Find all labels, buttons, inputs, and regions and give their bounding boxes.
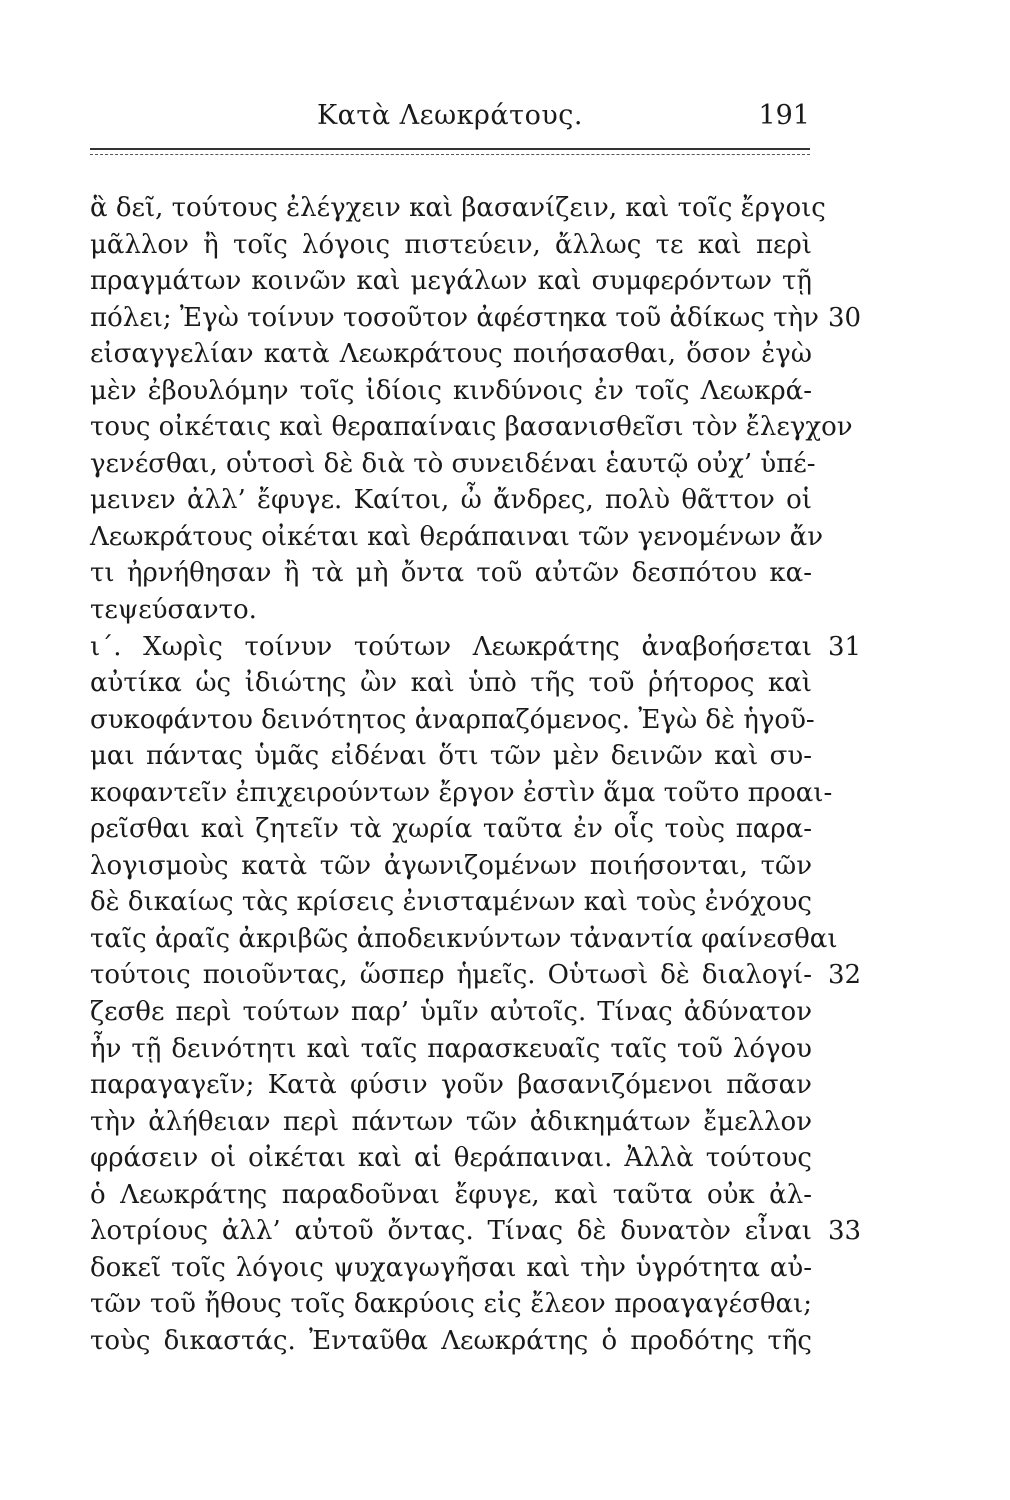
- text-line: [90, 921, 838, 958]
- line-text: δὲ δικαίως τὰς κρίσεις ἐνισταμένων καὶ τοὺς ἐνόχους: [90, 887, 812, 918]
- section-number: 30: [828, 302, 862, 333]
- text-line: [90, 884, 812, 921]
- line-text: ἦν τῇ δεινότητι καὶ ταῖς παρασκευαῖς ταῖς τοῦ λόγου: [90, 1033, 812, 1064]
- body-text: [90, 190, 862, 1360]
- text-line: [90, 738, 812, 775]
- text-line: [90, 702, 815, 739]
- text-line: [90, 811, 812, 848]
- text-line: [90, 519, 824, 556]
- line-text: μὲν ἐβουλόμην τοῖς ἰδίοις κινδύνοις ἐν τοῖς Λεωκρά-: [90, 375, 812, 406]
- line-text: τοὺς δικαστάς. Ἐνταῦθα Λεωκράτης ὁ προδότης τῆς: [90, 1325, 812, 1356]
- text-line: [90, 592, 812, 629]
- text-line: [90, 1286, 812, 1323]
- text-line: [90, 1250, 812, 1287]
- line-text: Λεωκράτους οἰκέται καὶ θεράπαιναι τῶν γενομένων ἄν: [90, 521, 824, 552]
- text-line: [90, 1067, 812, 1104]
- line-text: ἃ δεῖ, τούτους ἐλέγχειν καὶ βασανίζειν, καὶ τοῖς ἔργοις: [90, 193, 826, 223]
- text-line: [90, 1104, 812, 1141]
- line-text: δοκεῖ τοῖς λόγοις ψυχαγωγῆσαι καὶ τὴν ὑγρότητα αὐ-: [90, 1252, 812, 1283]
- text-line: [90, 665, 812, 702]
- line-text: ρεῖσθαι καὶ ζητεῖν τὰ χωρία ταῦτα ἐν οἷς τοὺς παρα-: [90, 814, 812, 845]
- text-line: [90, 775, 833, 812]
- text-line: [90, 482, 812, 519]
- page-number: 191: [758, 100, 810, 131]
- text-line: [90, 409, 853, 446]
- page-header: [90, 100, 810, 140]
- line-text: λογισμοὺς κατὰ τῶν ἀγωνιζομένων ποιήσονται, τῶν: [90, 850, 812, 881]
- text-line: [90, 263, 812, 300]
- text-line: [90, 555, 812, 592]
- line-text: αὐτίκα ὡς ἰδιώτης ὢν καὶ ὑπὸ τῆς τοῦ ῥήτορος καὶ: [90, 668, 812, 699]
- line-text: φράσειν οἱ οἰκέται καὶ αἱ θεράπαιναι. Ἀλλὰ τούτους: [90, 1143, 812, 1174]
- line-text: τῶν τοῦ ἤθους τοῖς δακρύοις εἰς ἔλεον προαγαγέσθαι;: [90, 1289, 812, 1320]
- line-text: ὁ Λεωκράτης παραδοῦναι ἔφυγε, καὶ ταῦτα οὐκ ἀλ-: [90, 1179, 812, 1210]
- line-text: μαι πάντας ὑμᾶς εἰδέναι ὅτι τῶν μὲν δεινῶν καὶ συ-: [90, 741, 812, 772]
- text-line: [90, 994, 812, 1031]
- text-line: [90, 446, 816, 483]
- line-text: ι΄. Χωρὶς τοίνυν τούτων Λεωκράτης ἀναβοήσεται: [90, 631, 812, 662]
- line-text: τεψεύσαντο.: [90, 595, 257, 626]
- text-line: [90, 336, 812, 373]
- text-line: [90, 1177, 812, 1214]
- line-text: πόλει; Ἐγὼ τοίνυν τοσοῦτον ἀφέστηκα τοῦ ἀδίκως τὴν: [90, 302, 819, 333]
- section-number: 31: [828, 631, 862, 662]
- header-rule: [90, 148, 810, 155]
- line-text: μᾶλλον ἢ τοῖς λόγοις πιστεύειν, ἄλλως τε καὶ περὶ: [90, 229, 812, 260]
- text-line: [90, 373, 812, 410]
- running-title: Κατὰ Λεωκράτους.: [317, 100, 583, 131]
- line-text: συκοφάντου δεινότητος ἀναρπαζόμενος. Ἐγὼ δὲ ἡγοῦ-: [90, 704, 815, 735]
- text-line: [90, 1213, 862, 1250]
- line-text: τους οἰκέταις καὶ θεραπαίναις βασανισθεῖσι τὸν ἔλεγχον: [90, 412, 853, 443]
- line-text: τὴν ἀλήθειαν περὶ πάντων τῶν ἀδικημάτων ἔμελλον: [90, 1106, 812, 1137]
- text-line: [90, 848, 812, 885]
- line-text: τούτοις ποιοῦντας, ὥσπερ ἡμεῖς. Οὑτωσὶ δὲ διαλογί-: [90, 960, 812, 991]
- line-text: λοτρίους ἀλλ’ αὐτοῦ ὄντας. Τίνας δὲ δυνατὸν εἶναι: [90, 1216, 812, 1247]
- text-line: [90, 1140, 812, 1177]
- text-line: [90, 300, 862, 337]
- text-line: [90, 629, 862, 666]
- line-text: πραγμάτων κοινῶν καὶ μεγάλων καὶ συμφερόντων τῇ: [90, 266, 812, 297]
- line-text: τι ἠρνήθησαν ἢ τὰ μὴ ὄντα τοῦ αὐτῶν δεσπότου κα-: [90, 558, 812, 589]
- line-text: μεινεν ἀλλ’ ἔφυγε. Καίτοι, ὦ ἄνδρες, πολὺ θᾶττον οἱ: [90, 485, 812, 516]
- section-number: 33: [828, 1216, 862, 1247]
- line-text: γενέσθαι, οὑτοσὶ δὲ διὰ τὸ συνειδέναι ἑαυτῷ οὐχ’ ὑπέ-: [90, 448, 816, 479]
- text-line: [90, 190, 826, 227]
- line-text: εἰσαγγελίαν κατὰ Λεωκράτους ποιήσασθαι, ὅσον ἐγὼ: [90, 339, 812, 370]
- line-text: κοφαντεῖν ἐπιχειρούντων ἔργον ἐστὶν ἅμα τοῦτο προαι-: [90, 777, 833, 808]
- text-line: [90, 957, 862, 994]
- text-line: [90, 1323, 812, 1360]
- line-text: ζεσθε περὶ τούτων παρ’ ὑμῖν αὐτοῖς. Τίνας ἀδύνατον: [90, 997, 812, 1028]
- section-number: 32: [828, 960, 862, 991]
- line-text: παραγαγεῖν; Κατὰ φύσιν γοῦν βασανιζόμενοι πᾶσαν: [90, 1070, 812, 1101]
- text-line: [90, 1031, 812, 1068]
- text-line: [90, 227, 812, 264]
- line-text: ταῖς ἀραῖς ἀκριβῶς ἀποδεικνύντων τἀναντία φαίνεσθαι: [90, 923, 838, 954]
